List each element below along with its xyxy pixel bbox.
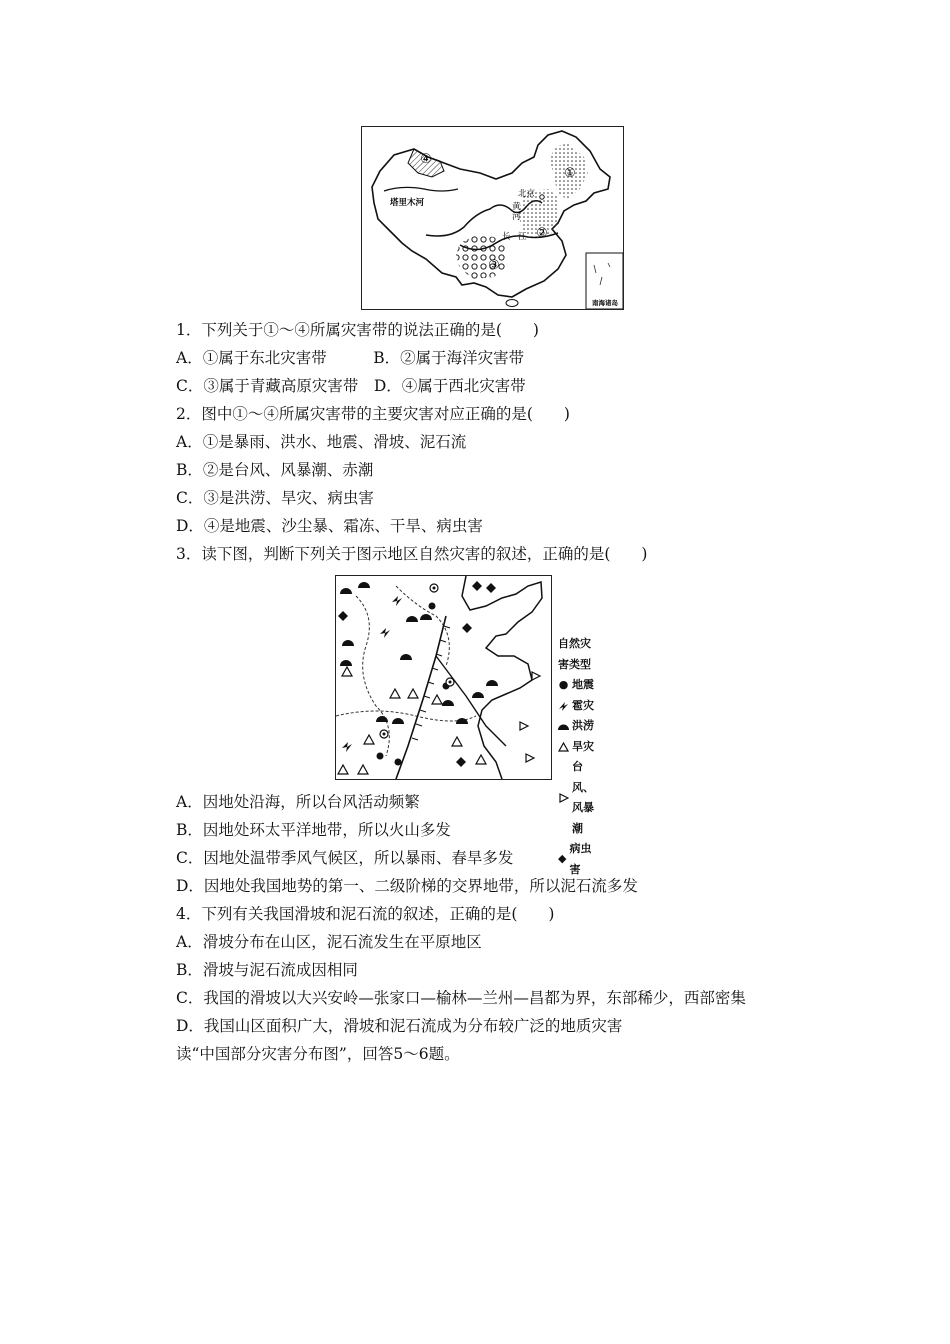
drought-marker: [390, 689, 400, 698]
drought-icon: [558, 742, 569, 752]
earthquake-marker: [377, 753, 384, 760]
he-label: 河: [512, 212, 521, 222]
hainan-island: [506, 300, 518, 307]
china-map-drawing: [362, 127, 623, 309]
earthquake-marker: [395, 759, 402, 766]
q2-option-b: B．②是台风、风暴潮、赤潮: [176, 461, 374, 479]
q1-options-ab: A．①属于东北灾害带 B．②属于海洋灾害带: [176, 349, 525, 367]
flood-marker: [456, 718, 468, 724]
pest-icon: ◆: [558, 852, 567, 866]
q4-option-b: B．滑坡与泥石流成因相同: [176, 961, 358, 979]
flood-marker: [340, 660, 352, 666]
legend-earthquake: 地震: [572, 678, 594, 691]
typhoon-icon: [558, 793, 569, 803]
zone-4-label: ④: [420, 152, 432, 167]
flood-marker: [420, 614, 432, 620]
tarim-river-label: 塔里木河: [390, 198, 425, 208]
chang-label: 长: [502, 232, 511, 242]
legend-title: 自然灾害类型: [558, 637, 591, 671]
earthquake-icon: ●: [558, 678, 569, 691]
q2-stem: 2．图中①～④所属灾害带的主要灾害对应正确的是( ): [176, 405, 570, 423]
drought-marker: [408, 689, 418, 698]
zone-1-label: ①: [564, 166, 576, 181]
drought-marker: [342, 667, 352, 676]
drought-marker: [338, 765, 348, 774]
beijing-label: 北京: [518, 189, 536, 199]
drought-marker: [452, 737, 462, 746]
legend-typhoon: 台风、风暴潮: [572, 760, 594, 835]
zone-3-area: [456, 235, 508, 279]
huang-label: 黄: [512, 202, 521, 212]
typhoon-marker: [532, 672, 540, 680]
drought-marker: [358, 765, 368, 774]
flood-marker: [392, 718, 404, 724]
pest-marker: [472, 581, 482, 591]
typhoon-marker: [526, 754, 534, 762]
tarim-river: [384, 187, 458, 191]
city-marker: [383, 733, 386, 736]
flood-marker: [376, 716, 388, 722]
flood-marker: [442, 700, 454, 706]
flood-marker: [400, 654, 412, 660]
typhoon-marker: [520, 722, 528, 730]
city-marker: [449, 681, 452, 684]
zone-3-label: ③: [488, 258, 500, 273]
flood-marker: [342, 640, 354, 646]
legend-drought: 旱灾: [572, 739, 594, 753]
pest-marker: [486, 583, 496, 593]
regional-map-drawing: [336, 576, 551, 779]
q2-option-c: C．③是洪涝、旱灾、病虫害: [176, 489, 374, 507]
hail-icon: [558, 700, 569, 711]
q2-option-d: D．④是地震、沙尘暴、霜冻、干旱、病虫害: [176, 517, 483, 535]
hail-marker: [392, 596, 402, 606]
flood-marker: [486, 680, 498, 686]
earthquake-marker: [429, 603, 436, 610]
q3-option-d: D．因地处我国地势的第一、二级阶梯的交界地带，所以泥石流多发: [176, 877, 638, 895]
zone-2-label: ②: [536, 226, 548, 241]
city-marker: [433, 587, 436, 590]
q3-stem: 3．读下图，判断下列关于图示地区自然灾害的叙述，正确的是( ): [176, 545, 648, 563]
flood-marker: [406, 616, 418, 622]
pest-marker: [338, 611, 348, 621]
china-disaster-belt-map: [361, 126, 624, 310]
q4-option-a: A．滑坡分布在山区，泥石流发生在平原地区: [176, 933, 482, 951]
legend-flood: 洪涝: [572, 719, 594, 732]
beijing-marker: [540, 195, 544, 199]
flood-marker: [358, 582, 370, 588]
flood-marker: [340, 588, 352, 594]
legend-pest: 病虫害: [569, 842, 592, 876]
pest-marker: [462, 623, 472, 633]
q4-option-c: C．我国的滑坡以大兴安岭—张家口—榆林—兰州—昌都为界，东部稀少，西部密集: [176, 989, 746, 1007]
q2-option-a: A．①是暴雨、洪水、地震、滑坡、泥石流: [176, 433, 467, 451]
legend-hail: 雹灾: [572, 698, 594, 712]
q1-options-cd: C．③属于青藏高原灾害带 D．④属于西北灾害带: [176, 377, 526, 395]
q4-stem: 4．下列有关我国滑坡和泥石流的叙述，正确的是( ): [176, 905, 555, 923]
hail-marker: [342, 742, 352, 752]
coastline: [462, 576, 542, 779]
q4-option-d: D．我国山区面积广大，滑坡和泥石流成为分布较广泛的地质灾害: [176, 1017, 623, 1035]
drought-marker: [476, 755, 486, 764]
q3-option-a: A．因地处沿海，所以台风活动频繁: [176, 793, 420, 811]
q3-option-b: B．因地处环太平洋地带，所以火山多发: [176, 821, 451, 839]
q3-option-c: C．因地处温带季风气候区，所以暴雨、春旱多发: [176, 849, 514, 867]
disaster-legend: [558, 634, 594, 880]
pest-marker: [456, 757, 466, 767]
flood-marker: [472, 692, 484, 698]
drought-marker: [364, 735, 374, 744]
jiang-label: 江: [518, 232, 527, 242]
hail-marker: [380, 628, 390, 638]
flood-icon: [558, 722, 569, 730]
q1-stem: 1．下列关于①～④所属灾害带的说法正确的是( ): [176, 321, 539, 339]
inset-label: 南海诸岛: [592, 299, 618, 307]
drought-marker: [432, 695, 442, 704]
q5-6-intro: 读“中国部分灾害分布图”，回答5～6题。: [176, 1045, 460, 1063]
